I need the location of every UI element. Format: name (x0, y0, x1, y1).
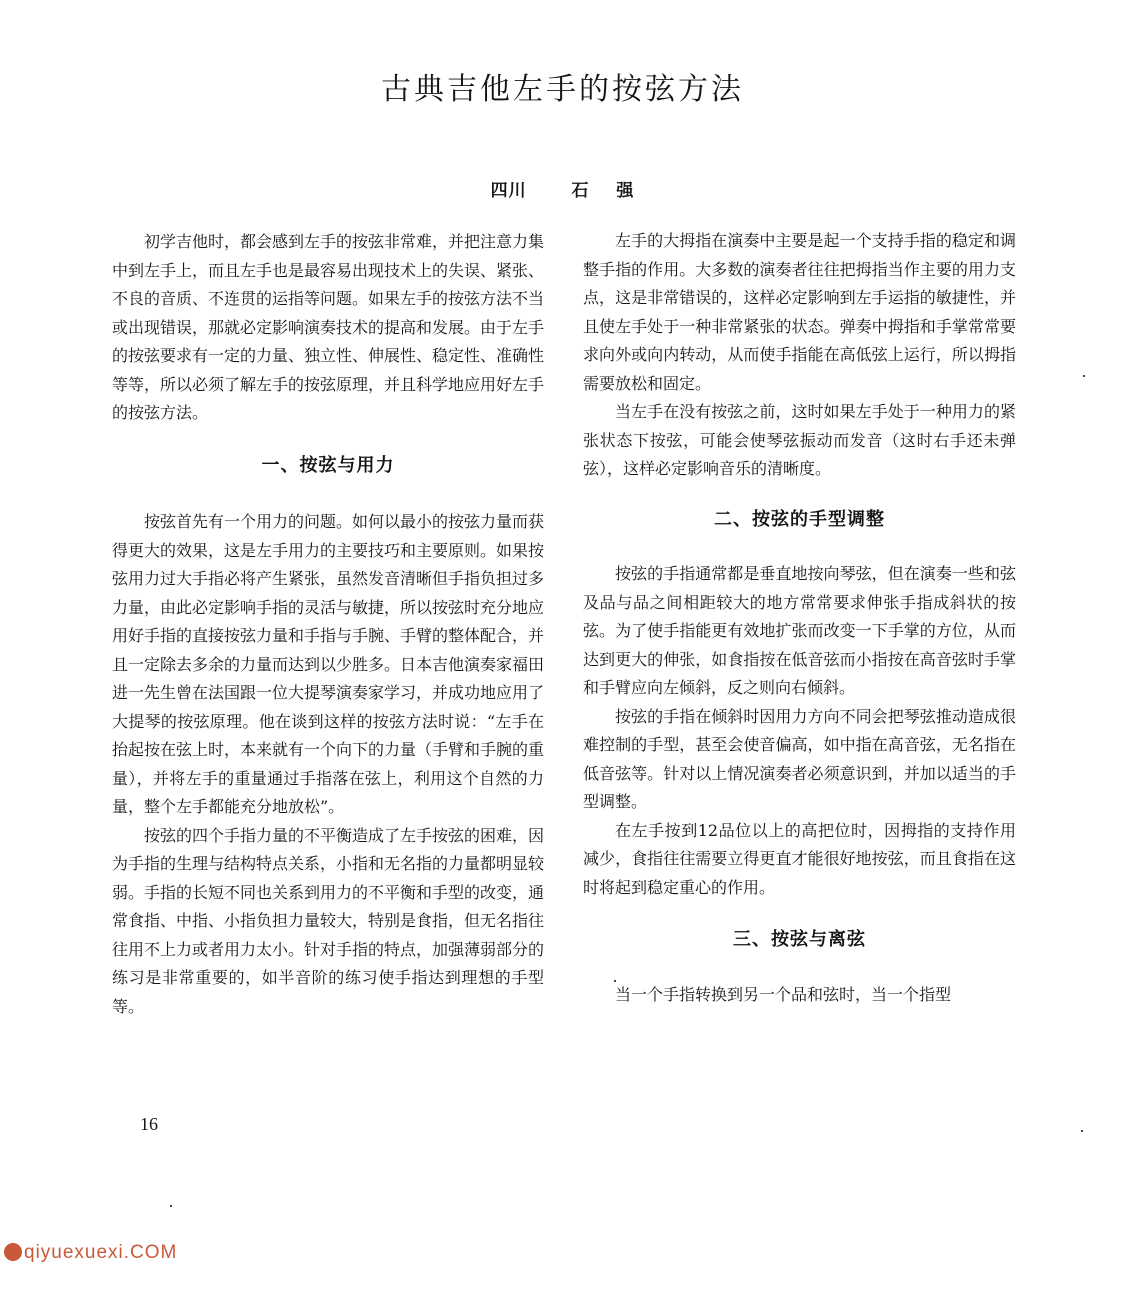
scan-speck (1083, 375, 1085, 377)
byline (0, 176, 1125, 201)
paragraph: 按弦的手指通常都是垂直地按向琴弦，但在演奏一些和弦及品与品之间相距较大的地方常常要求伸张手指成斜状的按弦。为了使手指能更有效地扩张而改变一下手掌的方位，从而达到更大的伸张，如食指按在低音弦而小指按在高音弦时手掌和手臂应向左倾斜，反之则向右倾斜。 (583, 564, 1016, 697)
page-title: 古典吉他左手的按弦方法 (381, 72, 744, 107)
section-heading-2: 二、按弦的手型调整 (714, 508, 885, 530)
paragraph: 按弦首先有一个用力的问题。如何以最小的按弦力量而获得更大的效果，这是左手用力的主要技巧和主要原则。如果按弦用力过大手指必将产生紧张，虽然发音清晰但手指负担过多力量，由此必定影响手指的灵活与敏捷，所以按弦时充分地应用好手指的直接按弦力量和手指与手腕、手臂的整体配合，并且一定除去多余的力量而达到以少胜多。日本吉他演奏家福田进一先生曾在法国跟一位大提琴演奏家学习，并成功地应用了大提琴的按弦原理。他在谈到这样的按弦方法时说：“左手在抬起按在弦上时，本来就有一个向下的力量（手臂和手腕的重量），并将左手的重量通过手指落在弦上，利用这个自然的力量，整个左手都能充分地放松”。 (112, 512, 545, 816)
scan-speck (614, 980, 616, 982)
paragraph: 当一个手指转换到另一个品和弦时，当一个指型 (615, 984, 952, 1004)
right-column (583, 227, 1016, 1009)
watermark-logo-icon (4, 1243, 22, 1261)
watermark-text: qiyuexuexi.COM (24, 1242, 178, 1263)
scan-speck (170, 1205, 172, 1207)
paragraph: 在左手按到12品位以上的高把位时，因拇指的支持作用减少，食指往往需要立得更直才能很好地按弦，而且食指在这时将起到稳定重心的作用。 (583, 820, 1016, 897)
page-number: 16 (140, 1114, 158, 1134)
scan-speck (1081, 1130, 1083, 1132)
left-column (112, 228, 544, 1021)
intro-paragraph: 初学吉他时，都会感到左手的按弦非常难，并把注意力集中到左手上，而且左手也是最容易出现技术上的失误、紧张、不良的音质、不连贯的运指等问题。如果左手的按弦方法不当或出现错误，那就必定影响演奏技术的提高和发展。由于左手的按弦要求有一定的力量、独立性、伸展性、稳定性、准确性等等，所以必须了解左手的按弦原理，并且科学地应用好左手的按弦方法。 (112, 232, 545, 422)
author-place: 四川 (490, 181, 527, 201)
paragraph: 当左手在没有按弦之前，这时如果左手处于一种用力的紧张状态下按弦，可能会使琴弦振动而发音（这时右手还未弹弦），这样必定影响音乐的清晰度。 (583, 402, 1016, 478)
section-heading-1: 一、按弦与用力 (261, 454, 395, 476)
paragraph: 左手的大拇指在演奏中主要是起一个支持手指的稳定和调整手指的作用。大多数的演奏者往往把拇指当作主要的用力支点，这是非常错误的，这样必定影响到左手运指的敏捷性，并且使左手处于一种非常紧张的状态。弹奏中拇指和手掌常常要求向外或向内转动，从而使手指能在高低弦上运行，所以拇指需要放松和固定。 (583, 231, 1016, 393)
paragraph: 按弦的四个手指力量的不平衡造成了左手按弦的困难，因为手指的生理与结构特点关系，小指和无名指的力量都明显较弱。手指的长短不同也关系到用力的不平衡和手型的改变，通常食指、中指、小指负担力量较大，特别是食指，但无名指往往用不上力或者用力太小。针对手指的特点，加强薄弱部分的练习是非常重要的，如半音阶的练习使手指达到理想的手型等。 (112, 825, 545, 1016)
paragraph: 按弦的手指在倾斜时因用力方向不同会把琴弦推动造成很难控制的手型，甚至会使音偏高，如中指在高音弦，无名指在低音弦等。针对以上情况演奏者必须意识到，并加以适当的手型调整。 (583, 706, 1016, 811)
watermark (4, 1242, 177, 1264)
author-name: 石 强 (571, 181, 635, 201)
section-heading-3: 三、按弦与离弦 (733, 929, 866, 950)
